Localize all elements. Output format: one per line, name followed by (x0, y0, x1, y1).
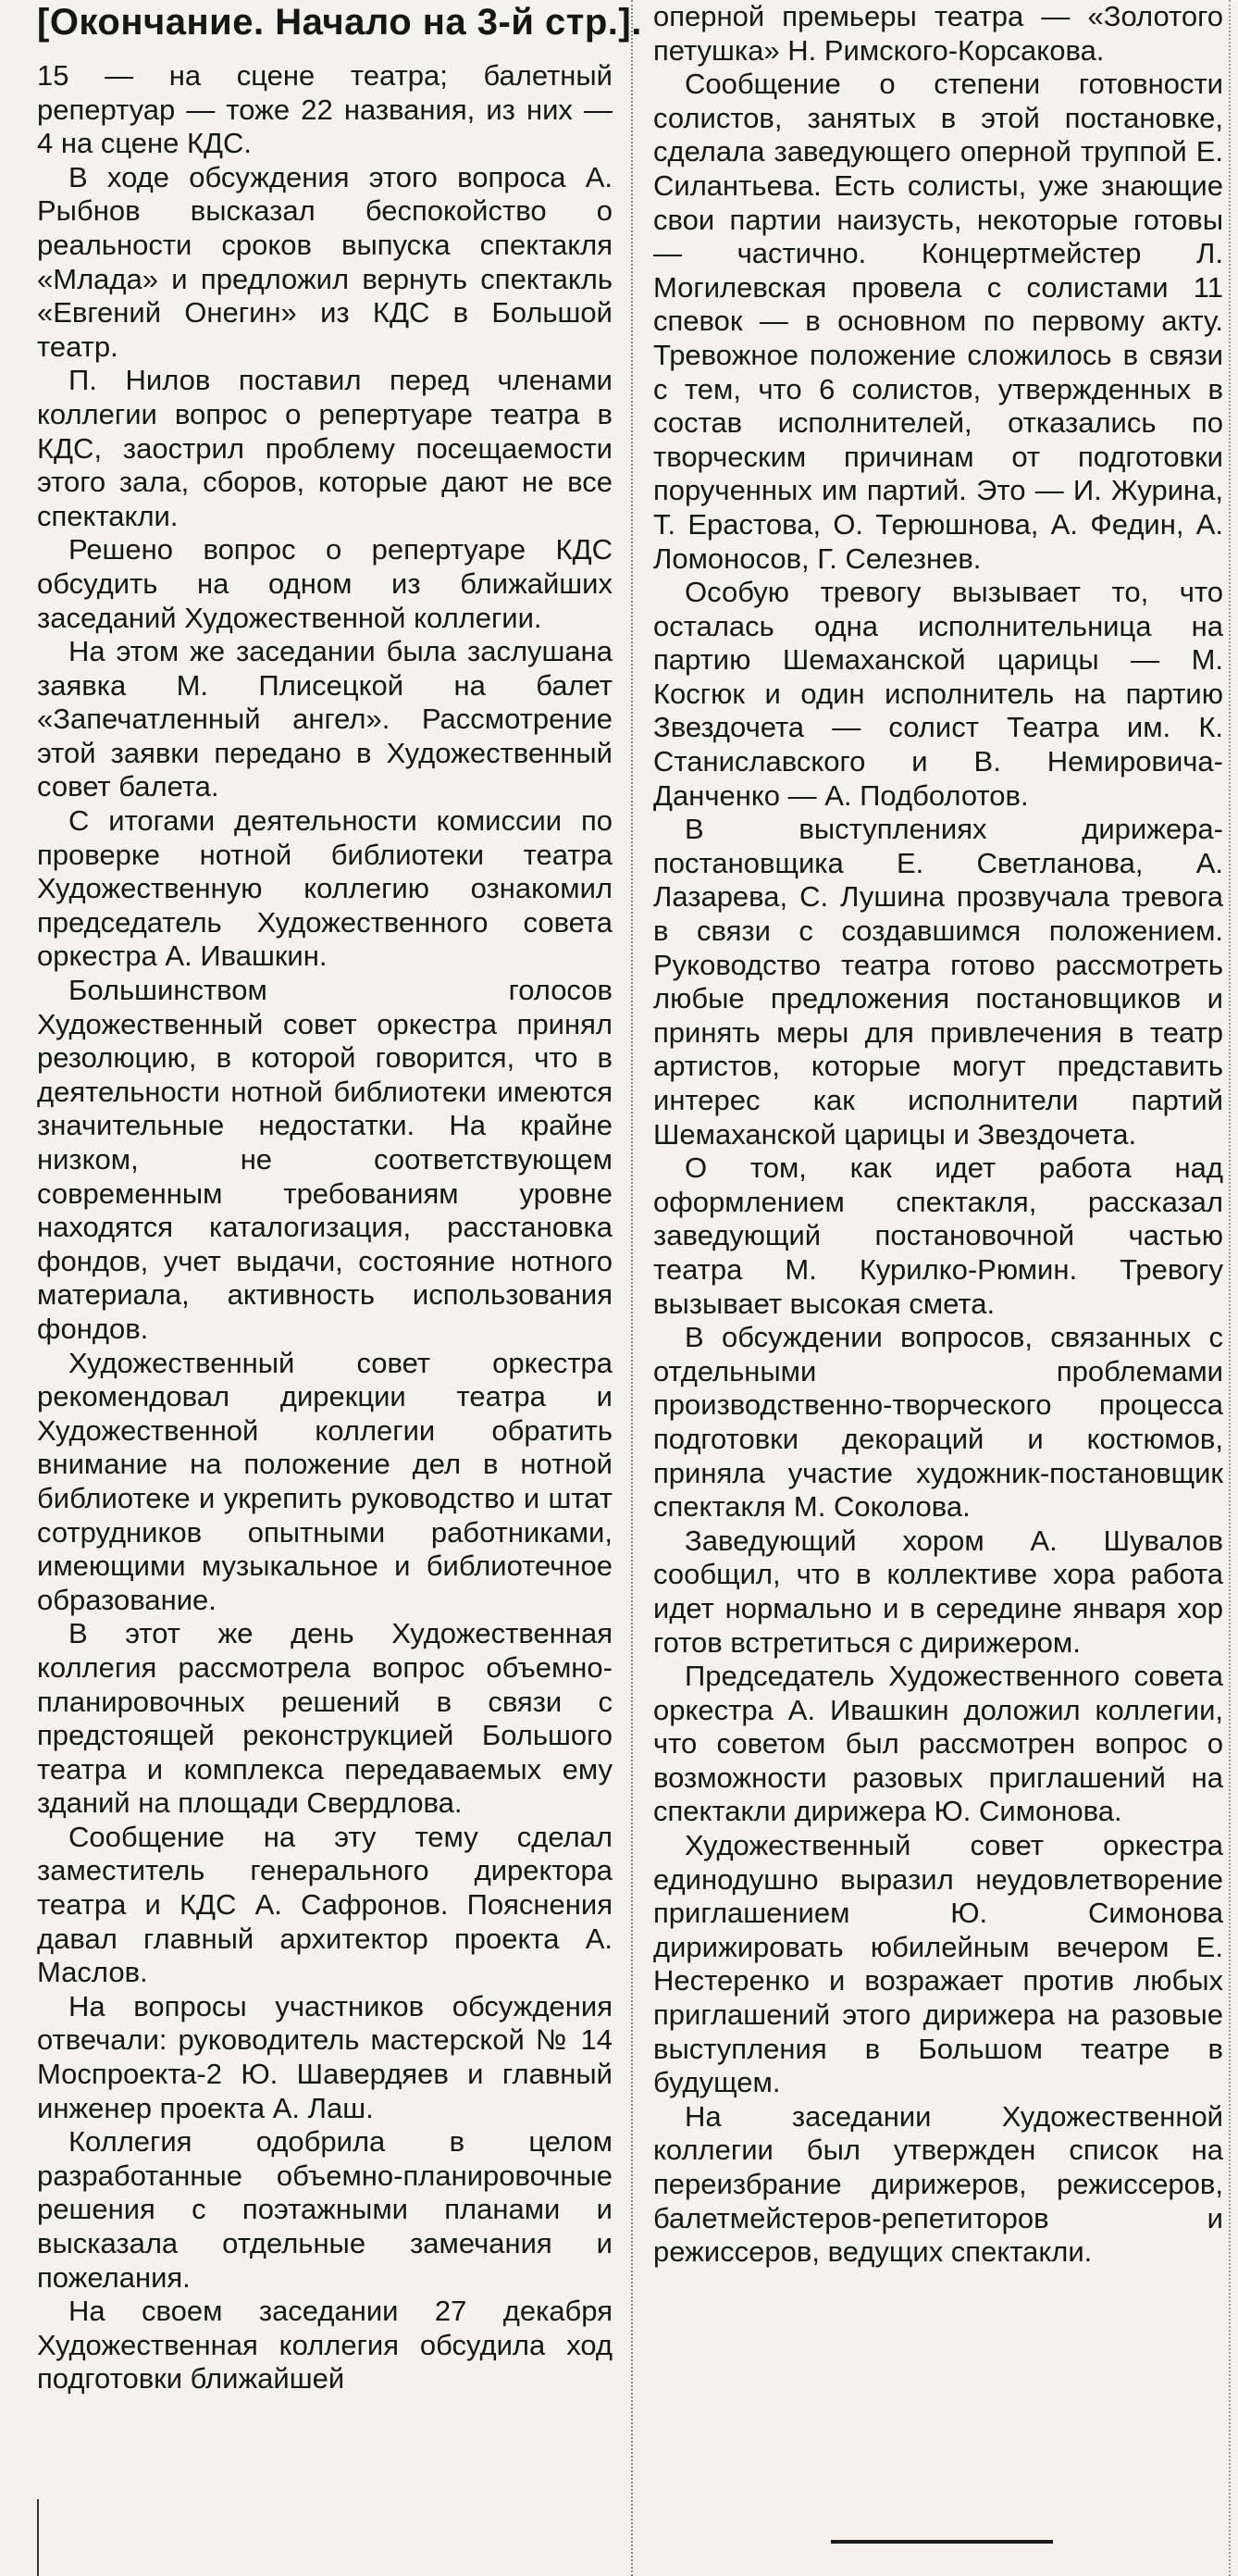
margin-rule (37, 2499, 39, 2576)
continuation-header: [Окончание. Начало на 3-й стр.]. (37, 2, 642, 43)
left-column (37, 59, 613, 2396)
right-paragraph-8: Председатель Художественного совета оркестра А. Ивашкин доложил коллегии, что советом был рассмотрен вопрос о возможности разовых приглашений на спектакли дирижера Ю. Симонова. (653, 1660, 1223, 1828)
right-paragraph-6: В обсуждении вопросов, связанных с отдельными проблемами производственно-творческого процесса подготовки декораций и костюмов, приняла участие художник-постановщик спектакля М. Соколова. (653, 1321, 1223, 1524)
left-paragraph-7: Большинством голосов Художественный совет оркестра принял резолюцию, в которой говорится, что в деятельности нотной библиотеки имеются значительные недостатки. На крайне низком, не соответствующем современным требованиям уровне находятся каталогизация, расстановка фондов, учет выдачи, состояние нотного материала, активность использования фондов. (37, 974, 613, 1345)
left-paragraph-1: 15 — на сцене театра; балетный репертуар — тоже 22 названия, из них — 4 на сцене КДС. (37, 59, 613, 160)
left-paragraph-13: На своем заседании 27 декабря Художественная коллегия обсудила ход подготовки ближайшей (37, 2295, 613, 2396)
left-paragraph-10: Сообщение на эту тему сделал заместитель генерального директора театра и КДС А. Сафронов. Пояснения давал главный архитектор проекта А. Маслов. (37, 1820, 613, 1989)
left-paragraph-4: Решено вопрос о репертуаре КДС обсудить на одном из ближайших заседаний Художественной коллегии. (37, 533, 613, 634)
article-end-rule (831, 2540, 1053, 2544)
right-paragraph-9: Художественный совет оркестра единодушно выразил неудовлетворение приглашением Ю. Симонова дирижировать юбилейным вечером Е. Нестеренко и возражает против любых приглашений этого дирижера на разовые выступления в Большом театре в будущем. (653, 1829, 1223, 2099)
left-paragraph-5: На этом же заседании была заслушана заявка М. Плисецкой на балет «Запечатленный ангел». Рассмотрение этой заявки передано в Художественный совет балета. (37, 635, 613, 803)
right-paragraph-1: оперной премьеры театра — «Золотого петушка» Н. Римского-Корсакова. (653, 0, 1223, 67)
left-paragraph-12: Коллегия одобрила в целом разработанные объемно-планировочные решения с поэтажными планами и высказала отдельные замечания и пожелания. (37, 2125, 613, 2294)
right-paragraph-10: На заседании Художественной коллегии был утвержден список на переизбрание дирижеров, режиссеров, балетмейстеров-репетиторов и режиссеров, ведущих спектакли. (653, 2099, 1223, 2269)
left-paragraph-11: На вопросы участников обсуждения отвечали: руководитель мастерской № 14 Моспроекта-2 Ю. Шавердяев и главный инженер проекта А. Лаш. (37, 1989, 613, 2124)
right-edge-rule (1229, 0, 1231, 2576)
right-paragraph-5: О том, как идет работа над оформлением спектакля, рассказал заведующий постановочной частью театра М. Курилко-Рюмин. Тревогу вызывает высокая смета. (653, 1151, 1223, 1320)
left-paragraph-6: С итогами деятельности комиссии по проверке нотной библиотеки театра Художественную коллегию ознакомил председатель Художественного совета оркестра А. Ивашкин. (37, 804, 613, 973)
right-paragraph-2: Сообщение о степени готовности солистов, занятых в этой постановке, сделала заведующего оперной труппой Е. Силантьева. Есть солисты, уже знающие свои партии наизусть, некоторые готовы — частично. Концертмейстер Л. Могилевская провела с солистами 11 спевок — в основном по первому акту. Тревожное положение сложилось в связи с тем, что 6 солистов, утвержденных в состав исполнителей, отказались по творческим причинам от подготовки порученных им партий. Это — И. Журина, Т. Ерастова, О. Терюшнова, А. Федин, А. Ломоносов, Г. Селезнев. (653, 68, 1223, 575)
right-paragraph-7: Заведующий хором А. Шувалов сообщил, что в коллективе хора работа идет нормально и в середине января хор готов встретиться с дирижером. (653, 1524, 1223, 1659)
left-paragraph-8: Художественный совет оркестра рекомендовал дирекции театра и Художественной коллегии обратить внимание на положение дел в нотной библиотеке и укрепить руководство и штат сотрудников опытными работниками, имеющими музыкальное и библиотечное образование. (37, 1346, 613, 1616)
left-paragraph-2: В ходе обсуждения этого вопроса А. Рыбнов высказал беспокойство о реальности сроков выпуска спектакля «Млада» и предложил вернуть спектакль «Евгений Онегин» из КДС в Большой театр. (37, 160, 613, 363)
left-paragraph-3: П. Нилов поставил перед членами коллегии вопрос о репертуаре театра в КДС, заострил проблему посещаемости этого зала, сборов, которые дают не все спектакли. (37, 364, 613, 532)
column-divider (631, 0, 633, 2576)
right-paragraph-4: В выступлениях дирижера-постановщика Е. Светланова, А. Лазарева, С. Лушина прозвучала тревога в связи с создавшимся положением. Руководство театра готово рассмотреть любые предложения постановщиков и принять меры для привлечения в театр артистов, которые могут представить интерес как исполнители партий Шемаханской царицы и Звездочета. (653, 813, 1223, 1151)
left-paragraph-9: В этот же день Художественная коллегия рассмотрела вопрос объемно-планировочных решений в связи с предстоящей реконструкцией Большого театра и комплекса передаваемых ему зданий на площади Свердлова. (37, 1617, 613, 1820)
right-paragraph-3: Особую тревогу вызывает то, что осталась одна исполнительница на партию Шемаханской царицы — М. Косгюк и один исполнитель на партию Звездочета — солист Театра им. К. Станиславского и В. Немировича-Данченко — А. Подболотов. (653, 576, 1223, 812)
right-column (653, 0, 1223, 2270)
